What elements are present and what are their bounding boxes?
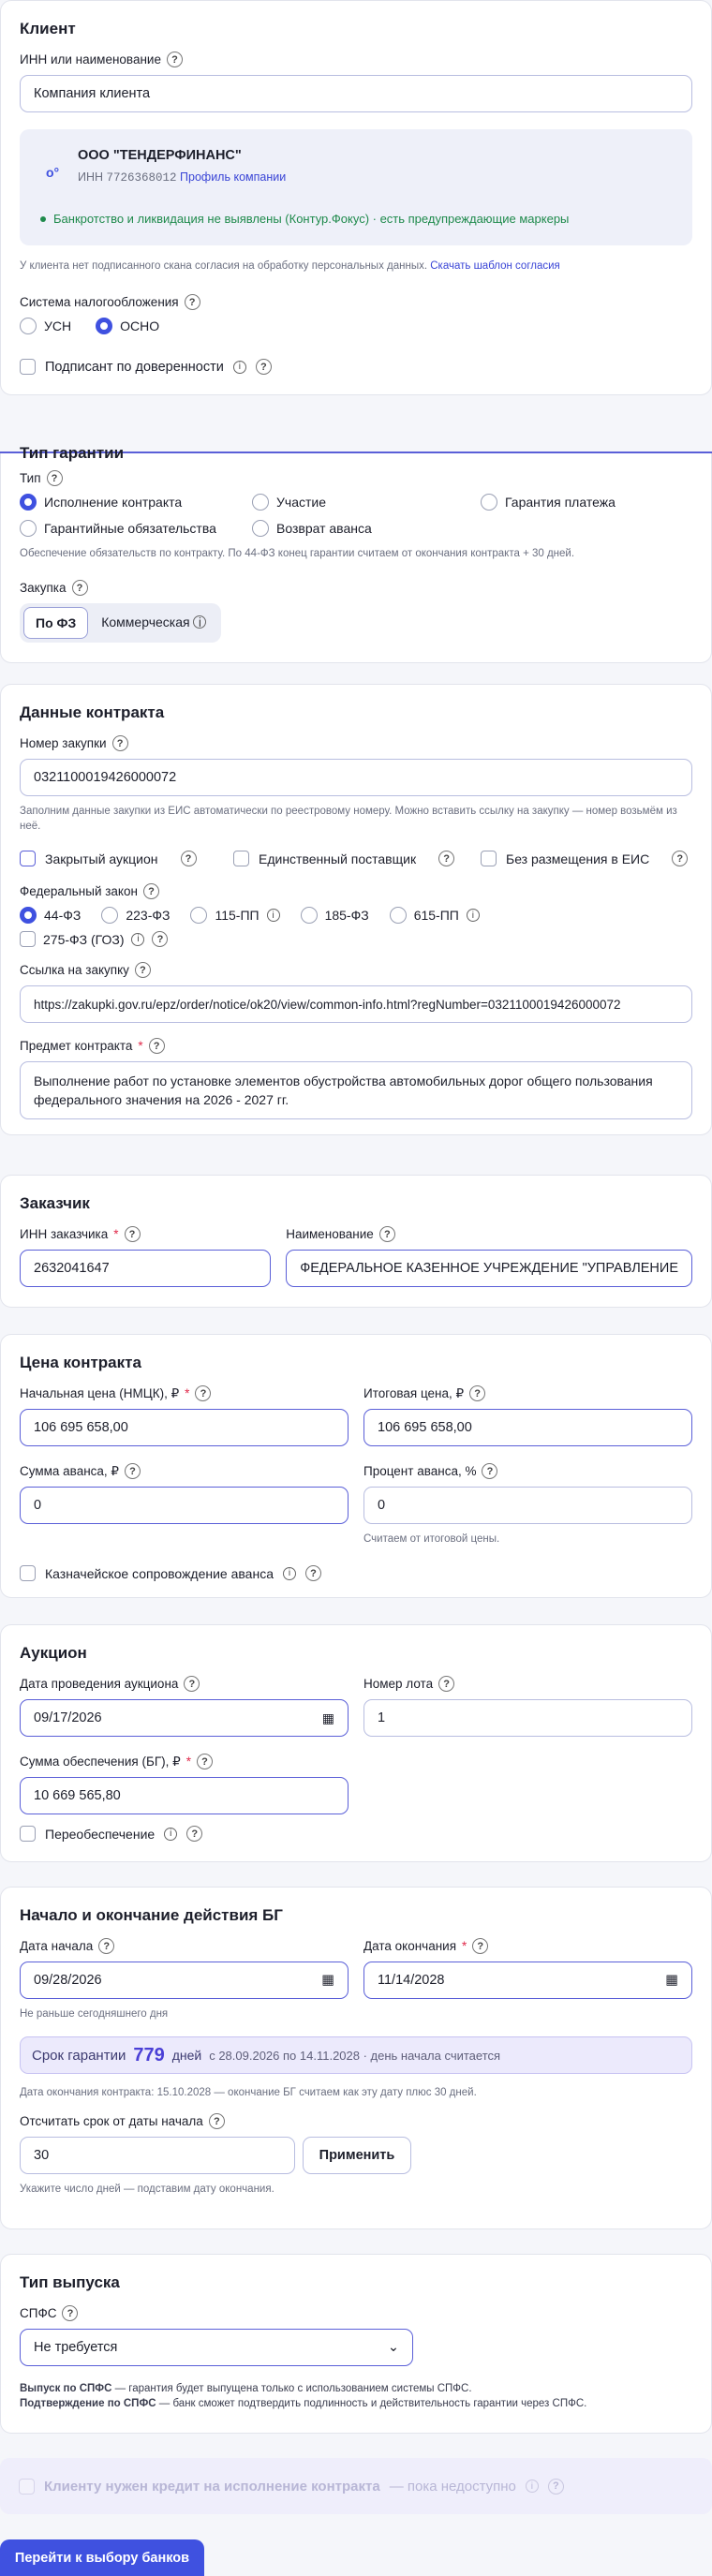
help-icon[interactable]: ?: [135, 962, 151, 978]
info-icon: i: [131, 933, 144, 946]
calendar-icon[interactable]: ▦: [321, 1973, 334, 1988]
nmck-input[interactable]: 106 695 658,00: [20, 1409, 349, 1446]
type-label: Тип: [20, 471, 41, 485]
contract-card: Данные контракта Номер закупки ? 0321100019426000072 Заполним данные закупки из ЕИС автоматически по реестровому номеру. Можно вставить ссылку на закупку — номер возьмём из неё. Закрытый аукцион ? Единственный поставщик ? Без размещения в ЕИС ? Федеральный закон ? 44-ФЗ 223-ФЗ 115-ПП i 185-ФЗ 615-ПП i 275-ФЗ (ГОЗ) i ? Ссылка на закупку ? https://zakupki.gov.ru/epz/order/notice/ok20/view/common-info.html?regNumber=0321100019426000072 Предмет контракта * ? Выполнение работ по установке элементов обустройства автомобильных дорог общего пользования федерального значения на 2026 - 2027 гг.: [0, 684, 712, 1135]
contract-end-note: Дата окончания контракта: 15.10.2028 — окончание БГ считаем как эту дату плюс 30 дней.: [20, 2087, 477, 2098]
status-dot-icon: [40, 216, 46, 222]
help-icon[interactable]: ?: [197, 1754, 213, 1769]
help-icon[interactable]: ?: [125, 1463, 141, 1479]
closed-auction-checkbox[interactable]: [20, 851, 36, 866]
help-icon[interactable]: ?: [143, 883, 159, 899]
number-label: Номер закупки: [20, 736, 107, 750]
purchase-link-input[interactable]: https://zakupki.gov.ru/epz/order/notice/ok20/view/common-info.html?regNumber=0321100019426000072: [20, 985, 692, 1023]
law-115[interactable]: 115-ПП i: [190, 907, 279, 924]
law-275-checkbox[interactable]: [20, 931, 36, 947]
tax-usn[interactable]: УСН: [20, 318, 71, 334]
help-icon[interactable]: ?: [125, 1226, 141, 1242]
company-name: ООО "ТЕНДЕРФИНАНС": [78, 148, 242, 163]
spfs-label: СПФС: [20, 2306, 57, 2320]
help-icon[interactable]: ?: [438, 1676, 454, 1692]
help-icon[interactable]: ?: [438, 851, 454, 866]
pct-hint: Считаем от итоговой цены.: [363, 1533, 500, 1545]
count-days-input[interactable]: 30: [20, 2137, 295, 2174]
radio-icon: [252, 494, 269, 511]
purchase-commercial[interactable]: Коммерческая i: [90, 607, 217, 639]
radio-icon: [101, 907, 118, 924]
end-date-label: Дата окончания: [363, 1939, 457, 1953]
term-days: 779: [133, 2044, 165, 2065]
help-icon[interactable]: ?: [209, 2113, 225, 2129]
auction-card: Аукцион Дата проведения аукциона ? 09/17/2026 ▦ Номер лота ? 1 Сумма обеспечения (БГ), ₽ * ? 10 669 565,80 Переобеспечение i ?: [0, 1624, 712, 1862]
law-44[interactable]: 44-ФЗ: [20, 907, 81, 924]
guarantee-card: [0, 444, 712, 663]
term-suffix: с 28.09.2026 по 14.11.2028 · день начала считается: [209, 2048, 501, 2063]
info-icon: i: [526, 2480, 539, 2493]
auction-date-label: Дата проведения аукциона: [20, 1677, 179, 1691]
security-sum-label: Сумма обеспечения (БГ), ₽: [20, 1754, 181, 1769]
calendar-icon[interactable]: ▦: [665, 1973, 678, 1988]
total-price-input[interactable]: 106 695 658,00: [363, 1409, 692, 1446]
advance-input[interactable]: 0: [20, 1487, 349, 1524]
tax-label: Система налогообложения: [20, 295, 179, 309]
help-icon[interactable]: ?: [62, 2305, 78, 2321]
credit-checkbox: [19, 2479, 35, 2495]
type-warranty[interactable]: Гарантийные обязательства: [20, 520, 216, 537]
info-icon: i: [283, 1567, 296, 1580]
consent-note: У клиента нет подписанного скана согласия на обработку персональных данных.: [20, 260, 428, 272]
help-icon[interactable]: ?: [185, 294, 200, 310]
law-615[interactable]: 615-ПП i: [390, 907, 480, 924]
type-advance[interactable]: Возврат аванса: [252, 520, 372, 537]
radio-icon: [190, 907, 207, 924]
number-hint: Заполним данные закупки из ЕИС автоматически по реестровому номеру. Можно вставить ссылку на закупку — номер возьмём из неё.: [20, 806, 677, 832]
single-supplier-checkbox[interactable]: [233, 851, 249, 866]
radio-icon: [390, 907, 407, 924]
over-security-checkbox[interactable]: [20, 1826, 36, 1842]
guarantee-note: Обеспечение обязательств по контракту. По 44-ФЗ конец гарантии считаем от окончания контракта + 30 дней.: [20, 548, 575, 559]
client-inn-input[interactable]: Компания клиента: [20, 75, 692, 112]
status-text: Банкротство и ликвидация не выявлены (Контур.Фокус) · есть предупреждающие маркеры: [53, 212, 570, 226]
signer-checkbox[interactable]: [20, 359, 36, 375]
info-icon: i: [267, 909, 280, 922]
help-icon[interactable]: ?: [472, 1938, 488, 1954]
help-icon[interactable]: ?: [195, 1385, 211, 1401]
credit-label: Клиенту нужен кредит на исполнение контракта: [44, 2478, 380, 2495]
spfs-note2: — банк сможет подтвердить подлинность и действительность гарантии через СПФС.: [158, 2398, 587, 2409]
price-card: Цена контракта Начальная цена (НМЦК), ₽ * ? 106 695 658,00 Итоговая цена, ₽ ? 106 695 658,00 Сумма аванса, ₽ ? 0 Процент аванса, % ? 0 Считаем от итоговой цены. Казначейское сопровождение аванса i ?: [0, 1334, 712, 1598]
help-icon[interactable]: ?: [112, 735, 128, 751]
law-label: Федеральный закон: [20, 884, 138, 898]
period-title: Начало и окончание действия БГ: [20, 1906, 283, 1924]
period-card: Начало и окончание действия БГ Дата начала ? 09/28/2026 ▦ Не раньше сегодняшнего дня Дата окончания * ? 11/14/2028 ▦ Срок гарантии 779 дней с 28.09.2026 по 14.11.2028 · день начала считается Дата окончания контракта: 15.10.2028 — окончание БГ считаем как эту дату плюс 30 дней. Отсчитать срок от даты начала ? 30 Применить Укажите число дней — подставим дату окончания.: [0, 1887, 712, 2229]
radio-icon: [252, 520, 269, 537]
over-security-label: Переобеспечение: [45, 1826, 156, 1842]
help-icon[interactable]: ?: [149, 1038, 165, 1054]
help-icon[interactable]: ?: [167, 52, 183, 67]
term-panel: [20, 2036, 692, 2074]
info-icon: i: [164, 1828, 177, 1841]
treasury-label: Казначейское сопровождение аванса: [45, 1565, 274, 1581]
profile-link[interactable]: Профиль компании: [180, 170, 287, 184]
start-date-label: Дата начала: [20, 1939, 94, 1953]
client-card: [0, 0, 712, 395]
law-223[interactable]: 223-ФЗ: [101, 907, 170, 924]
inn-number: 7726368012: [106, 171, 177, 185]
help-icon: ?: [548, 2479, 564, 2495]
purchase-fz[interactable]: По ФЗ: [23, 607, 88, 639]
help-icon[interactable]: ?: [482, 1463, 497, 1479]
help-icon[interactable]: ?: [305, 1565, 321, 1581]
client-title: Клиент: [20, 20, 76, 37]
company-panel: [20, 129, 692, 245]
lot-input[interactable]: 1: [363, 1699, 692, 1737]
help-icon[interactable]: ?: [256, 359, 272, 375]
submit-button[interactable]: Перейти к выбору банков: [0, 2539, 204, 2576]
calendar-icon[interactable]: ▦: [321, 1710, 334, 1725]
radio-selected-icon: [96, 318, 112, 334]
customer-inn-input[interactable]: 2632041647: [20, 1250, 271, 1287]
lot-label: Номер лота: [363, 1677, 434, 1691]
spfs-note2-bold: Подтверждение по СПФС: [20, 2398, 156, 2409]
help-icon[interactable]: ?: [379, 1226, 395, 1242]
help-icon[interactable]: ?: [72, 580, 88, 596]
info-icon[interactable]: i: [233, 361, 246, 374]
purchase-label: Закупка: [20, 581, 67, 595]
chevron-down-icon: ⌄: [387, 2340, 399, 2355]
law-185[interactable]: 185-ФЗ: [301, 907, 369, 924]
total-label: Итоговая цена, ₽: [363, 1385, 465, 1400]
start-date-input[interactable]: 09/28/2026 ▦: [20, 1962, 349, 1999]
credit-panel: [0, 2458, 712, 2514]
inn-prefix: ИНН: [78, 170, 104, 184]
help-icon[interactable]: ?: [47, 470, 63, 486]
link-label: Ссылка на закупку: [20, 963, 129, 977]
apply-button[interactable]: Применить: [303, 2137, 411, 2174]
customer-card: Заказчик ИНН заказчика * ? 2632041647 Наименование ? ФЕДЕРАЛЬНОЕ КАЗЕННОЕ УЧРЕЖДЕНИЕ "УПРАВЛЕНИЕ: [0, 1175, 712, 1308]
radio-selected-icon: [20, 494, 37, 511]
type-participation[interactable]: Участие: [252, 494, 326, 511]
help-icon[interactable]: ?: [469, 1385, 485, 1401]
help-icon[interactable]: ?: [186, 1826, 202, 1842]
customer-name-label: Наименование: [286, 1227, 374, 1241]
treasury-checkbox[interactable]: [20, 1565, 36, 1581]
auction-title: Аукцион: [20, 1644, 87, 1662]
count-label: Отсчитать срок от даты начала: [20, 2114, 203, 2128]
help-icon[interactable]: ?: [672, 851, 688, 866]
help-icon[interactable]: ?: [184, 1676, 200, 1692]
contract-title: Данные контракта: [20, 703, 165, 721]
count-hint: Укажите число дней — подставим дату окончания.: [20, 2184, 274, 2195]
no-eis-checkbox[interactable]: [481, 851, 497, 866]
tax-osno[interactable]: ОСНО: [96, 318, 159, 334]
guarantee-title: Тип гарантии: [20, 444, 125, 462]
term-unit: дней: [171, 2048, 202, 2063]
spfs-select[interactable]: Не требуется ⌄: [20, 2329, 413, 2366]
security-sum-input[interactable]: 10 669 565,80: [20, 1777, 349, 1814]
consent-link[interactable]: Скачать шаблон согласия: [430, 260, 560, 272]
help-icon[interactable]: ?: [181, 851, 197, 866]
subject-textarea[interactable]: Выполнение работ по установке элементов обустройства автомобильных дорог общего пользования федерального значения на 2026 - 2027 гг.: [20, 1061, 692, 1119]
subject-label: Предмет контракта: [20, 1039, 133, 1053]
term-prefix: Срок гарантии: [32, 2047, 126, 2064]
inn-label: ИНН или наименование: [20, 52, 161, 67]
price-title: Цена контракта: [20, 1354, 141, 1371]
type-payment[interactable]: Гарантия платежа: [481, 494, 616, 511]
company-icon: o°: [46, 165, 60, 180]
start-hint: Не раньше сегодняшнего дня: [20, 2008, 169, 2020]
purchase-number-input[interactable]: 0321100019426000072: [20, 759, 692, 796]
nmck-label: Начальная цена (НМЦК), ₽: [20, 1385, 180, 1400]
customer-name-input[interactable]: ФЕДЕРАЛЬНОЕ КАЗЕННОЕ УЧРЕЖДЕНИЕ "УПРАВЛЕНИЕ: [286, 1250, 692, 1287]
customer-title: Заказчик: [20, 1194, 90, 1212]
help-icon[interactable]: ?: [98, 1938, 114, 1954]
radio-selected-icon: [20, 907, 37, 924]
radio-icon: [481, 494, 497, 511]
customer-inn-label: ИНН заказчика: [20, 1227, 109, 1241]
advance-label: Сумма аванса, ₽: [20, 1463, 120, 1478]
signer-label: Подписант по доверенности: [45, 359, 224, 375]
info-icon: i: [467, 909, 480, 922]
issue-title: Тип выпуска: [20, 2273, 120, 2291]
info-icon: i: [193, 615, 206, 629]
radio-icon: [20, 318, 37, 334]
advance-pct-input[interactable]: 0: [363, 1487, 692, 1524]
radio-icon: [301, 907, 318, 924]
advance-pct-label: Процент аванса, %: [363, 1464, 477, 1478]
spfs-note1-bold: Выпуск по СПФС: [20, 2383, 112, 2394]
spfs-note1: — гарантия будет выпущена только с использованием системы СПФС.: [114, 2383, 472, 2394]
auction-date-input[interactable]: 09/17/2026 ▦: [20, 1699, 349, 1737]
issue-card: [0, 2254, 712, 2434]
help-icon[interactable]: ?: [152, 931, 168, 947]
type-execution[interactable]: Исполнение контракта: [20, 494, 182, 511]
end-date-input[interactable]: 11/14/2028 ▦: [363, 1962, 692, 1999]
radio-icon: [20, 520, 37, 537]
credit-suffix: — пока недоступно: [389, 2478, 516, 2495]
purchase-toggle: [20, 603, 221, 643]
